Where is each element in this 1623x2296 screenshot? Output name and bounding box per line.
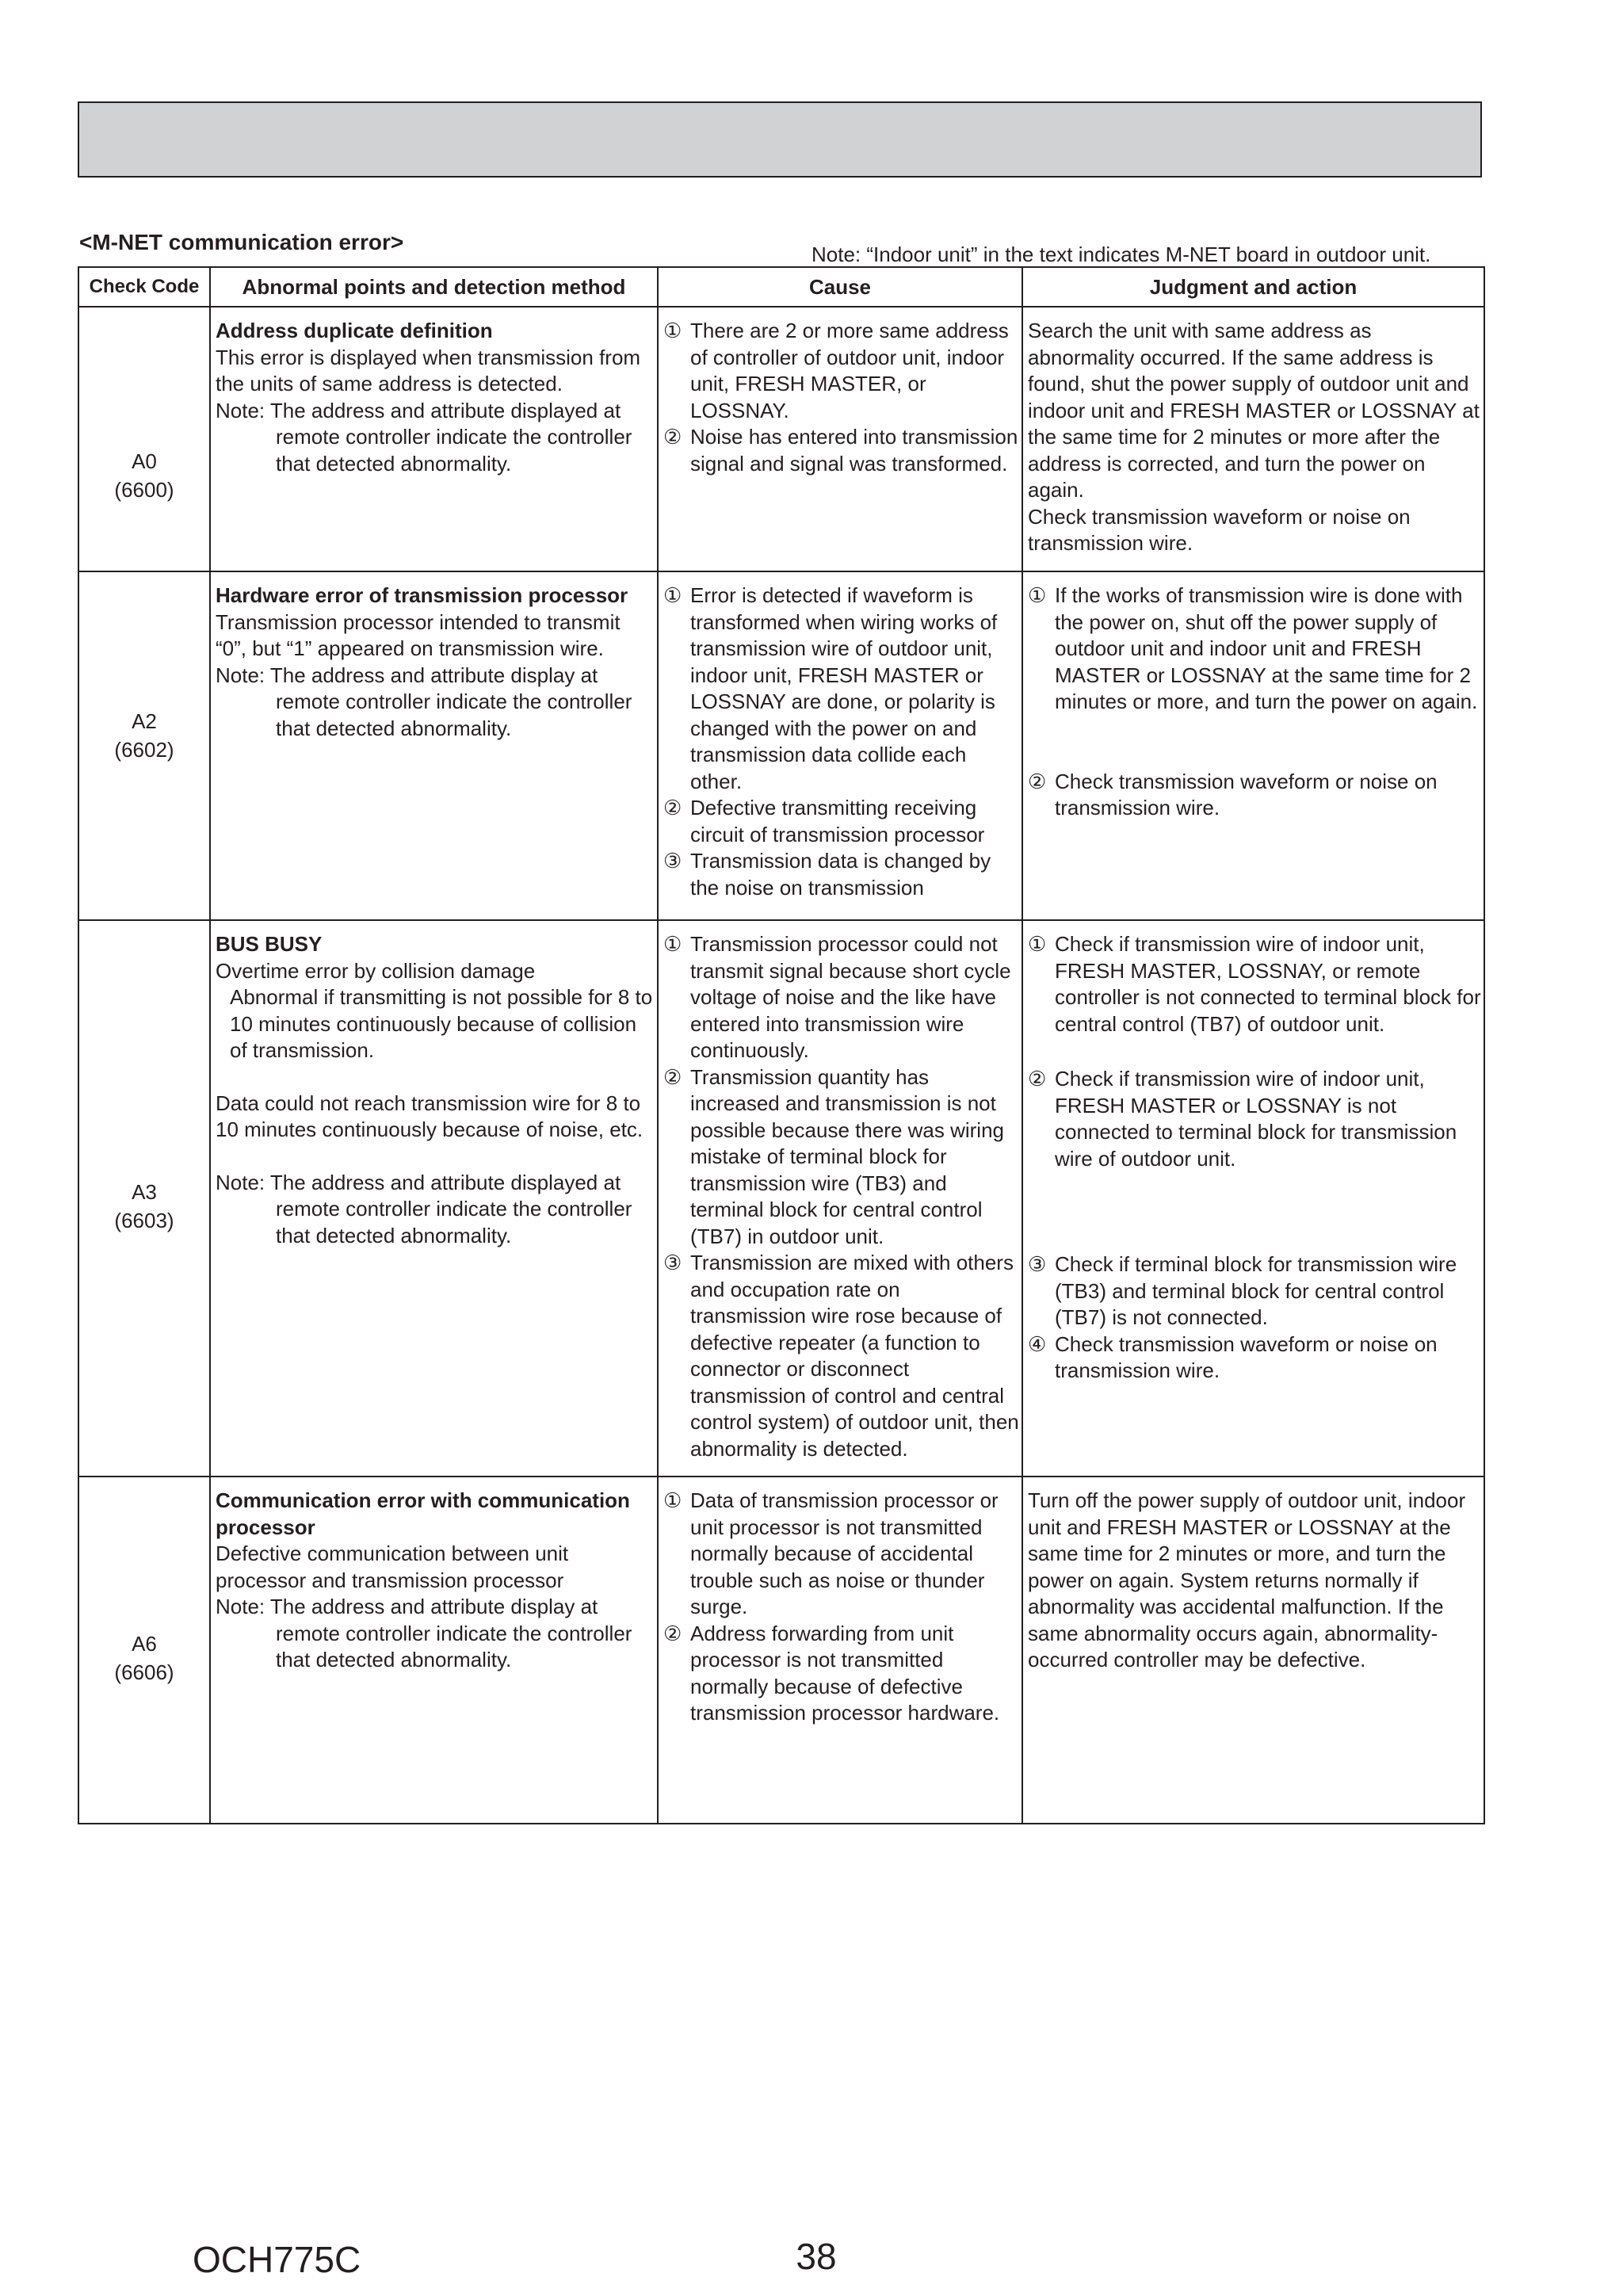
- abnormal-note: Note: The address and attribute displayed at remote controller indicate the controller that detected abnormality.: [216, 1170, 632, 1247]
- check-code-number: (6603): [114, 1209, 174, 1232]
- item-text: Check if transmission wire of indoor unit, FRESH MASTER or LOSSNAY is not connected to terminal block for transmission wire of outdoor unit.: [1055, 1067, 1457, 1171]
- abnormal-cell: [210, 307, 658, 571]
- judgment-cell: [1022, 571, 1484, 920]
- item-text: Error is detected if waveform is transformed when wiring works of transmission wire of outdoor unit, indoor unit, FRESH MASTER or LOSSNAY are done, or polarity is changed with the power on and transmission data collide each other.: [690, 583, 998, 793]
- check-code: A6: [132, 1632, 157, 1656]
- item-text: Check if terminal block for transmission wire (TB3) and terminal block for central control (TB7) is not connected.: [1055, 1252, 1457, 1329]
- table-header-row: [78, 267, 1484, 307]
- item-number: ③: [663, 1251, 682, 1274]
- item-text: Check if transmission wire of indoor unit, FRESH MASTER, LOSSNAY, or remote controller is not connected to terminal block for central control (TB7) of outdoor unit.: [1055, 932, 1481, 1036]
- check-code-number: (6606): [114, 1660, 174, 1684]
- cause-cell: [658, 571, 1022, 920]
- section-title: <M-NET communication error>: [79, 230, 404, 254]
- judgment-item: [1028, 769, 1481, 822]
- model-number: OCH775C: [193, 2239, 361, 2280]
- item-text: If the works of transmission wire is done with the power on, shut off the power supply of outdoor unit and indoor unit and FRESH MASTER or LOSSNAY at the same time for 2 minutes or more, and turn the power on again.: [1055, 583, 1478, 713]
- item-number: ②: [1028, 1067, 1047, 1091]
- judgment-item: [1028, 1331, 1481, 1385]
- item-number: ①: [1028, 932, 1047, 956]
- check-code-cell: [78, 571, 210, 920]
- item-number: ①: [1028, 583, 1047, 607]
- item-number: ①: [663, 319, 682, 342]
- abnormal-title: Hardware error of transmission processor: [216, 583, 628, 607]
- table-row: [78, 307, 1484, 571]
- item-number: ②: [663, 1621, 682, 1645]
- table-row: [78, 920, 1484, 1477]
- item-text: Address forwarding from unit processor is not transmitted normally because of defective transmission processor hardware.: [690, 1621, 1000, 1725]
- item-text: Defective transmitting receiving circuit of transmission processor: [690, 796, 985, 846]
- abnormal-title: BUS BUSY: [216, 932, 323, 956]
- item-text: Transmission processor could not transmit signal because short cycle voltage of noise and the like have entered into transmission wire continuously.: [690, 932, 1011, 1062]
- cause-item: [663, 931, 1019, 1064]
- abnormal-title: Communication error with communication processor: [216, 1488, 630, 1539]
- check-code-table: [78, 266, 1485, 1824]
- item-number: ②: [663, 425, 682, 449]
- item-number: ③: [663, 849, 682, 873]
- judgment-text: Check transmission waveform or noise on transmission wire.: [1028, 504, 1411, 555]
- check-code-cell: [78, 920, 210, 1477]
- item-text: Data of transmission processor or unit processor is not transmitted normally because of accidental trouble such as noise or thunder surge.: [690, 1488, 999, 1618]
- judgment-item: [1028, 931, 1481, 1037]
- item-text: Noise has entered into transmission signal and signal was transformed.: [690, 425, 1018, 476]
- cause-item: [663, 1488, 1019, 1621]
- cause-item: [663, 848, 1019, 901]
- cause-item: [663, 424, 1019, 477]
- cause-item: [663, 318, 1019, 424]
- judgment-cell: [1022, 1477, 1484, 1824]
- table-row: [78, 571, 1484, 920]
- abnormal-text: Data could not reach transmission wire for 8 to 10 minutes continuously because of noise, etc.: [216, 1091, 643, 1141]
- item-text: There are 2 or more same address of controller of outdoor unit, indoor unit, FRESH MASTER, or LOSSNAY.: [690, 319, 1009, 422]
- item-number: ④: [1028, 1331, 1047, 1356]
- header-check-code: Check Code: [78, 267, 210, 307]
- item-number: ①: [663, 1488, 682, 1512]
- check-code: A3: [132, 1180, 157, 1204]
- table-note: Note: “Indoor unit” in the text indicates M-NET board in outdoor unit.: [812, 243, 1431, 266]
- header-abnormal: Abnormal points and detection method: [210, 267, 658, 307]
- abnormal-text: Transmission processor intended to transmit “0”, but “1” appeared on transmission wire.: [216, 609, 621, 660]
- abnormal-note: Note: The address and attribute display at remote controller indicate the controller that detected abnormality.: [216, 1595, 632, 1671]
- header-judgment: Judgment and action: [1022, 267, 1484, 307]
- header-bar: [78, 101, 1482, 178]
- item-text: Transmission quantity has increased and transmission is not possible because there was wiring mistake of terminal block for transmission wire (TB3) and terminal block for central control (TB7) in outdoor unit.: [690, 1064, 1004, 1248]
- check-code-number: (6602): [114, 738, 174, 762]
- abnormal-title: Address duplicate definition: [216, 319, 493, 342]
- item-number: ③: [1028, 1252, 1047, 1276]
- cause-item: [663, 795, 1019, 848]
- judgment-text: Turn off the power supply of outdoor unit, indoor unit and FRESH MASTER or LOSSNAY at the same time for 2 minutes or more, and turn the power on again. System returns normally if abnormality was accidental malfunction. If the same abnormality occurs again, abnormality-occurred controller may be defective.: [1028, 1488, 1466, 1671]
- item-number: ①: [663, 932, 682, 956]
- item-number: ②: [663, 1064, 682, 1089]
- judgment-item: [1028, 583, 1481, 716]
- item-text: Transmission data is changed by the noise on transmission: [690, 849, 991, 900]
- cause-cell: [658, 920, 1022, 1477]
- page-number: 38: [796, 2236, 837, 2277]
- item-number: ②: [1028, 769, 1047, 793]
- abnormal-note: Note: The address and attribute displayed at remote controller indicate the controller that detected abnormality.: [216, 398, 632, 476]
- cause-cell: [658, 307, 1022, 571]
- judgment-cell: [1022, 920, 1484, 1477]
- cause-item: [663, 1064, 1019, 1251]
- abnormal-text: This error is displayed when transmission from the units of same address is detected.: [216, 345, 641, 395]
- item-text: Transmission are mixed with others and occupation rate on transmission wire rose because of defective repeater (a function to connector or disconnect transmission of control and central control system) of outdoor unit, then abnormality is detected.: [690, 1251, 1019, 1461]
- cause-cell: [658, 1477, 1022, 1824]
- check-code: A0: [132, 449, 157, 473]
- header-cause: Cause: [658, 267, 1022, 307]
- abnormal-note: Note: The address and attribute display at remote controller indicate the controller that detected abnormality.: [216, 663, 632, 740]
- judgment-item: [1028, 1066, 1481, 1172]
- check-code-cell: [78, 1477, 210, 1824]
- abnormal-text: Defective communication between unit processor and transmission processor: [216, 1541, 569, 1592]
- table-row: [78, 1477, 1484, 1824]
- abnormal-cell: [210, 920, 658, 1477]
- check-code-cell: [78, 307, 210, 571]
- judgment-cell: [1022, 307, 1484, 571]
- item-number: ②: [663, 796, 682, 819]
- check-code: A2: [132, 709, 157, 733]
- abnormal-text: Abnormal if transmitting is not possible for 8 to 10 minutes continuously because of collision of transmission.: [230, 985, 653, 1062]
- item-text: Check transmission waveform or noise on transmission wire.: [1055, 1331, 1438, 1382]
- cause-item: [663, 1621, 1019, 1727]
- cause-item: [663, 1250, 1019, 1462]
- abnormal-text: Overtime error by collision damage: [216, 958, 536, 983]
- item-number: ①: [663, 583, 682, 607]
- abnormal-cell: [210, 571, 658, 920]
- check-code-number: (6600): [114, 478, 174, 502]
- item-text: Check transmission waveform or noise on transmission wire.: [1055, 769, 1438, 819]
- judgment-text: Search the unit with same address as abnormality occurred. If the same address is found, shut the power supply of outdoor unit and indoor unit and FRESH MASTER or LOSSNAY at the same time for 2 minutes or more after the address is corrected, and turn the power on again.: [1028, 319, 1480, 502]
- abnormal-cell: [210, 1477, 658, 1824]
- judgment-item: [1028, 1251, 1481, 1331]
- cause-item: [663, 583, 1019, 795]
